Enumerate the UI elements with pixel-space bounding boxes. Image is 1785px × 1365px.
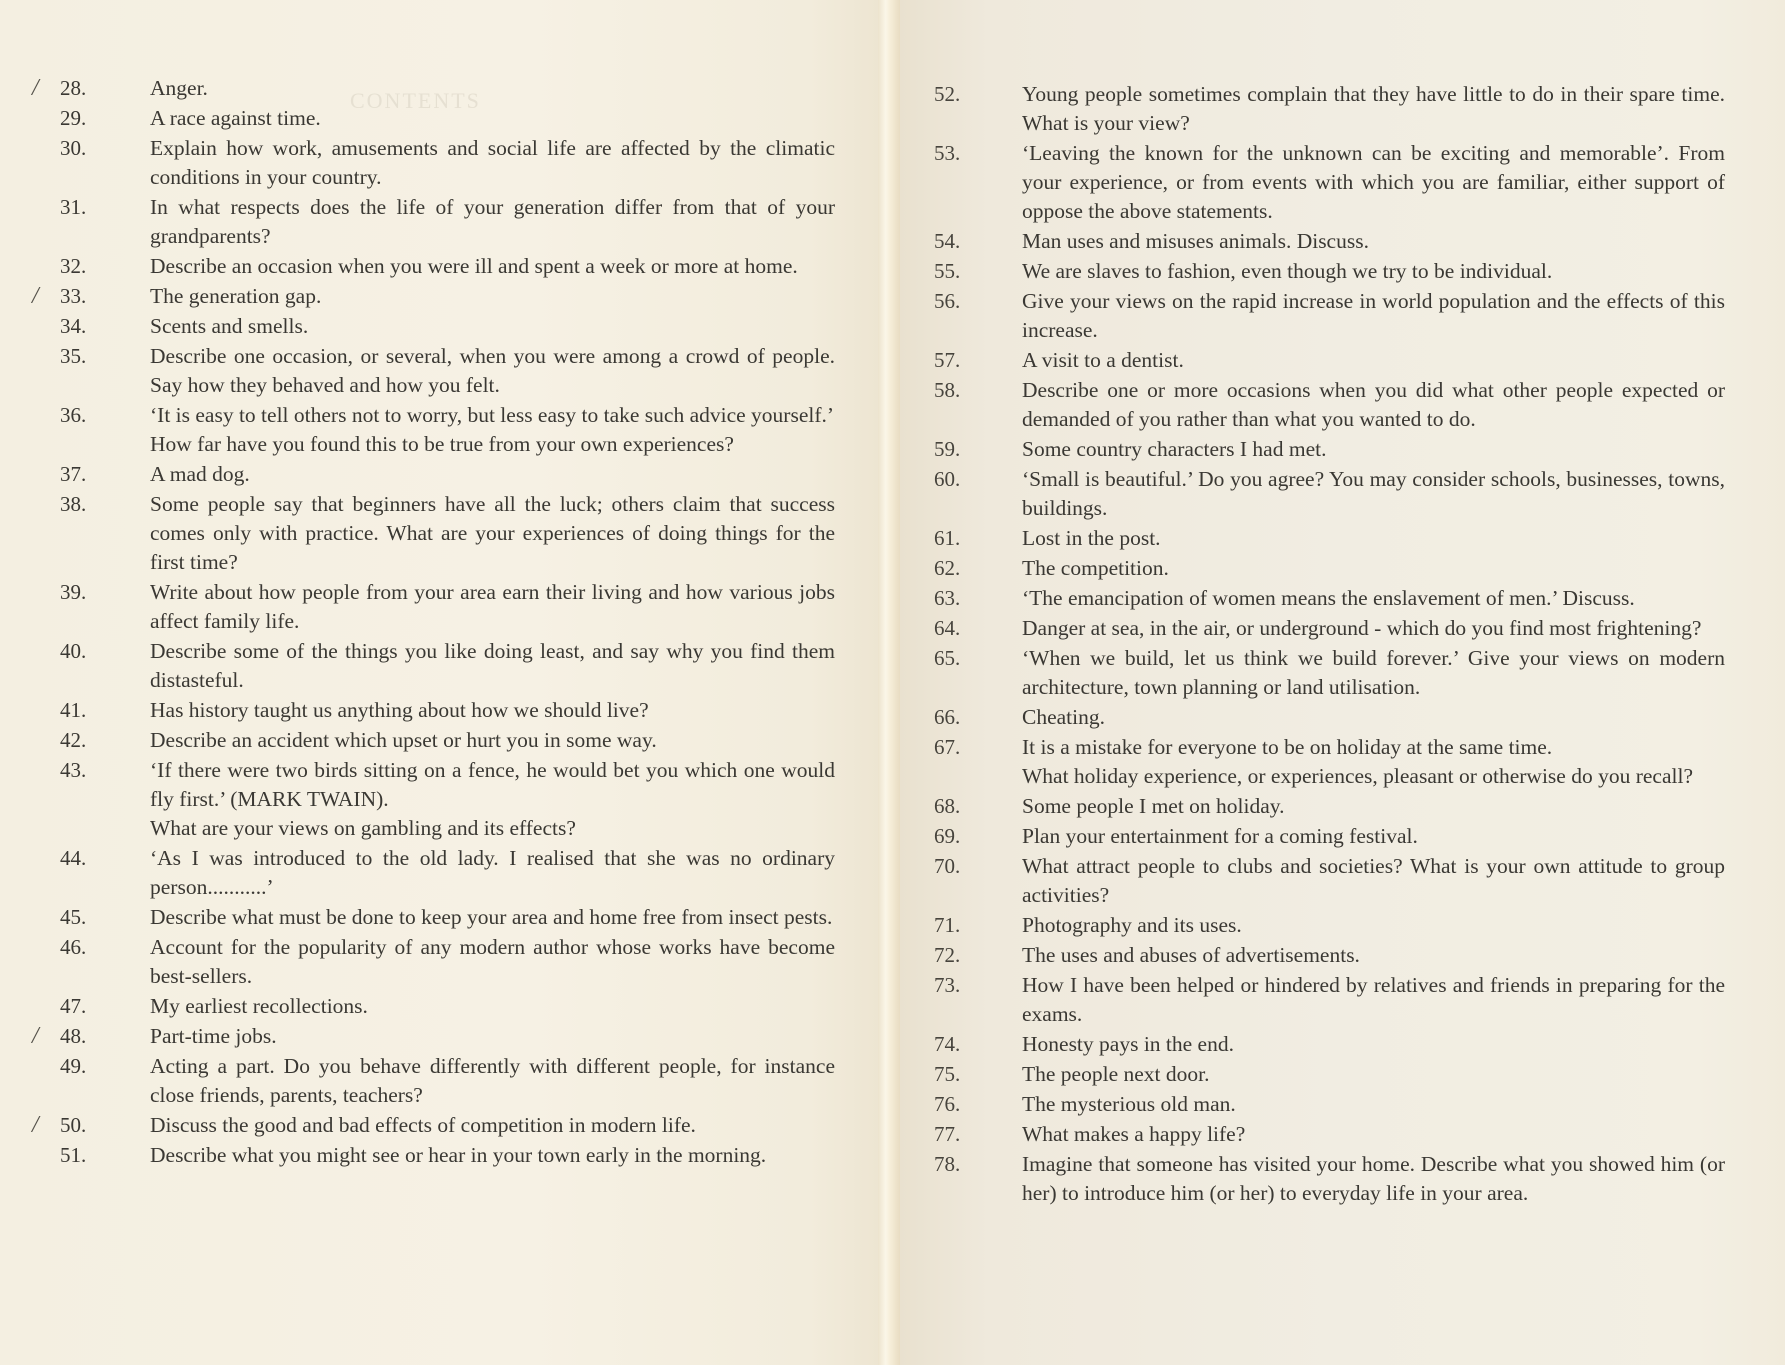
topic-number — [930, 792, 1022, 821]
essay-topic-item — [930, 1030, 1725, 1059]
topic-paragraph: Photography and its uses. — [1022, 913, 1242, 937]
essay-topic-item — [32, 1111, 835, 1140]
essay-topic-item — [40, 992, 835, 1021]
topic-number — [40, 401, 150, 430]
show-through-heading: CONTENTS — [350, 88, 481, 113]
topic-text — [150, 1141, 835, 1170]
pencil-tick-mark-icon: / — [32, 75, 39, 101]
topic-number-label: 64. — [934, 616, 961, 640]
topic-paragraph: ‘It is easy to tell others not to worry, but less easy to take such advice yourself.’ — [150, 403, 835, 427]
topic-text — [1022, 911, 1725, 940]
essay-topic-item — [40, 1141, 835, 1170]
essay-topic-item — [930, 1090, 1725, 1119]
topic-text — [150, 1022, 835, 1051]
essay-topic-item — [40, 903, 835, 932]
topic-paragraph: Some people I met on holiday. — [1022, 794, 1285, 818]
topic-number — [930, 139, 1022, 168]
topic-number — [40, 903, 150, 932]
topic-paragraph: Describe some of the things you like doing least, and say why you find them distasteful. — [150, 639, 835, 692]
topic-text — [1022, 703, 1725, 732]
essay-topic-item — [930, 257, 1725, 286]
topic-number — [930, 524, 1022, 553]
topic-text — [1022, 554, 1725, 583]
essay-topic-item — [40, 696, 835, 725]
topic-text — [1022, 971, 1725, 1029]
topic-text — [1022, 1030, 1725, 1059]
topic-number-label: 61. — [934, 526, 961, 550]
topic-paragraph: A mad dog. — [150, 462, 250, 486]
topic-number-label: 45. — [60, 905, 87, 929]
topic-text — [150, 1111, 835, 1140]
pencil-tick-mark-icon: / — [32, 283, 39, 309]
topic-text — [150, 933, 835, 991]
topic-number — [930, 971, 1022, 1000]
topic-number — [40, 312, 150, 341]
topic-number-label: 76. — [934, 1092, 961, 1116]
topic-text — [1022, 139, 1725, 226]
topic-number — [40, 933, 150, 962]
topic-number — [40, 104, 150, 133]
topic-paragraph: ‘Small is beautiful.’ Do you agree? You may consider schools, businesses, towns, buildings. — [1022, 467, 1725, 520]
topic-number — [40, 252, 150, 281]
topic-number — [32, 1111, 150, 1140]
topic-text — [150, 726, 835, 755]
topic-number — [40, 490, 150, 519]
topic-number — [40, 1052, 150, 1081]
topic-number — [40, 844, 150, 873]
topic-number — [40, 696, 150, 725]
topic-paragraph: Man uses and misuses animals. Discuss. — [1022, 229, 1369, 253]
topic-paragraph: My earliest recollections. — [150, 994, 368, 1018]
topic-text — [150, 134, 835, 192]
topic-text — [150, 312, 835, 341]
topic-number — [930, 554, 1022, 583]
topic-text — [150, 992, 835, 1021]
topic-number — [40, 992, 150, 1021]
essay-topic-item — [32, 282, 835, 311]
topic-number-label: 46. — [60, 935, 87, 959]
topic-paragraph: Plan your entertainment for a coming festival. — [1022, 824, 1418, 848]
topic-paragraph: The competition. — [1022, 556, 1169, 580]
topic-paragraph: What makes a happy life? — [1022, 1122, 1246, 1146]
topic-paragraph: Anger. — [150, 76, 208, 100]
topic-paragraph: The uses and abuses of advertisements. — [1022, 943, 1360, 967]
topic-number — [930, 1150, 1022, 1179]
topic-paragraph: Scents and smells. — [150, 314, 309, 338]
topic-number — [930, 1060, 1022, 1089]
topic-number-label: 40. — [60, 639, 87, 663]
topic-number — [40, 637, 150, 666]
topic-paragraph: Give your views on the rapid increase in world population and the effects of this increase. — [1022, 289, 1725, 342]
topic-number — [40, 1141, 150, 1170]
topic-number — [930, 852, 1022, 881]
topic-number — [930, 80, 1022, 109]
topic-paragraph: Imagine that someone has visited your home. Describe what you showed him (or her) to introduce him (or her) to everyday life in your area. — [1022, 1152, 1725, 1205]
topic-number — [32, 1022, 150, 1051]
topic-number-label: 47. — [60, 994, 87, 1018]
topic-number-label: 78. — [934, 1152, 961, 1176]
topic-paragraph: ‘As I was introduced to the old lady. I realised that she was no ordinary person...........’ — [150, 846, 835, 899]
topic-number — [930, 941, 1022, 970]
topic-number-label: 70. — [934, 854, 961, 878]
topic-text — [150, 193, 835, 251]
topic-number — [930, 584, 1022, 613]
topic-text — [1022, 614, 1725, 643]
topic-paragraph: The people next door. — [1022, 1062, 1210, 1086]
essay-topic-item — [40, 726, 835, 755]
essay-topic-item — [930, 435, 1725, 464]
topic-number-label: 58. — [934, 378, 961, 402]
topic-number-label: 67. — [934, 735, 961, 759]
topic-number — [40, 578, 150, 607]
essay-topic-item — [930, 644, 1725, 702]
topic-text — [150, 401, 835, 459]
topic-number-label: 39. — [60, 580, 87, 604]
topic-paragraph: Cheating. — [1022, 705, 1105, 729]
topic-text — [1022, 644, 1725, 702]
topic-number-label: 41. — [60, 698, 87, 722]
topic-number-label: 48. — [60, 1024, 87, 1048]
topic-paragraph: A race against time. — [150, 106, 321, 130]
topic-paragraph: Has history taught us anything about how we should live? — [150, 698, 649, 722]
topic-paragraph: Acting a part. Do you behave differently with different people, for instance close friends, parents, teachers? — [150, 1054, 835, 1107]
topic-number-label: 73. — [934, 973, 961, 997]
essay-topic-item — [40, 342, 835, 400]
topic-number-label: 38. — [60, 492, 87, 516]
essay-topic-item — [40, 756, 835, 843]
topic-number — [930, 465, 1022, 494]
topic-paragraph: Describe what must be done to keep your area and home free from insect pests. — [150, 905, 833, 929]
topic-text — [150, 1052, 835, 1110]
topic-number — [40, 134, 150, 163]
topic-text — [150, 460, 835, 489]
topic-number-label: 72. — [934, 943, 961, 967]
topic-paragraph: Lost in the post. — [1022, 526, 1161, 550]
topic-text — [1022, 465, 1725, 523]
topic-text — [1022, 376, 1725, 434]
essay-topic-item — [40, 312, 835, 341]
topic-number-label: 31. — [60, 195, 87, 219]
topic-paragraph: ‘If there were two birds sitting on a fence, he would bet you which one would fly first.’ (MARK TWAIN). — [150, 758, 835, 811]
topic-text — [150, 578, 835, 636]
topic-paragraph: Describe an occasion when you were ill and spent a week or more at home. — [150, 254, 798, 278]
topic-number-label: 51. — [60, 1143, 87, 1167]
topic-paragraph: It is a mistake for everyone to be on holiday at the same time. — [1022, 735, 1553, 759]
essay-topic-item — [40, 104, 835, 133]
topic-number-label: 35. — [60, 344, 87, 368]
essay-topic-item — [930, 822, 1725, 851]
topic-number-label: 68. — [934, 794, 961, 818]
topic-number — [930, 257, 1022, 286]
essay-topic-item — [40, 252, 835, 281]
essay-topic-item — [930, 80, 1725, 138]
topic-number-label: 29. — [60, 106, 87, 130]
topic-number — [930, 287, 1022, 316]
topic-paragraph: ‘Leaving the known for the unknown can be exciting and memorable’. From your experience, or from events with which you are familiar, either support of oppose the above statements. — [1022, 141, 1725, 223]
topic-number — [930, 346, 1022, 375]
essay-topic-item — [930, 346, 1725, 375]
essay-topic-item — [40, 193, 835, 251]
topic-text — [1022, 1090, 1725, 1119]
topic-number-label: 63. — [934, 586, 961, 610]
topic-text — [1022, 287, 1725, 345]
topic-number — [930, 614, 1022, 643]
topic-number-label: 55. — [934, 259, 961, 283]
essay-topic-list-right — [930, 80, 1725, 1209]
essay-topic-item — [40, 933, 835, 991]
essay-topic-item — [930, 614, 1725, 643]
topic-text — [1022, 80, 1725, 138]
topic-text — [1022, 822, 1725, 851]
topic-text — [150, 490, 835, 577]
book-gutter — [878, 0, 900, 1365]
topic-number — [930, 733, 1022, 762]
topic-number — [40, 342, 150, 371]
essay-topic-item — [930, 1120, 1725, 1149]
topic-number-label: 54. — [934, 229, 961, 253]
essay-topic-item — [930, 465, 1725, 523]
topic-number — [32, 74, 150, 103]
topic-text — [1022, 733, 1725, 791]
topic-text — [1022, 257, 1725, 286]
topic-number-label: 44. — [60, 846, 87, 870]
topic-paragraph: What are your views on gambling and its effects? — [150, 816, 576, 840]
topic-paragraph: We are slaves to fashion, even though we try to be individual. — [1022, 259, 1553, 283]
topic-paragraph: Explain how work, amusements and social life are affected by the climatic conditions in your country. — [150, 136, 835, 189]
essay-topic-list-left — [32, 74, 835, 1171]
topic-number-label: 75. — [934, 1062, 961, 1086]
topic-text — [1022, 524, 1725, 553]
topic-paragraph: ‘The emancipation of women means the enslavement of men.’ Discuss. — [1022, 586, 1635, 610]
essay-topic-item — [40, 1052, 835, 1110]
topic-text — [150, 252, 835, 281]
essay-topic-item — [930, 584, 1725, 613]
topic-text — [150, 696, 835, 725]
topic-paragraph: Some people say that beginners have all the luck; others claim that success comes only with practice. What are your experiences of doing things for the first time? — [150, 492, 835, 574]
topic-number-label: 62. — [934, 556, 961, 580]
topic-paragraph: Describe one or more occasions when you did what other people expected or demanded of you rather than what you wanted to do. — [1022, 378, 1725, 431]
topic-paragraph: Write about how people from your area earn their living and how various jobs affect family life. — [150, 580, 835, 633]
topic-paragraph: Describe what you might see or hear in your town early in the morning. — [150, 1143, 767, 1167]
essay-topic-item — [930, 792, 1725, 821]
topic-text — [1022, 1060, 1725, 1089]
topic-number — [930, 376, 1022, 405]
topic-number — [930, 1120, 1022, 1149]
topic-text — [1022, 792, 1725, 821]
topic-text — [150, 637, 835, 695]
topic-number-label: 53. — [934, 141, 961, 165]
pencil-tick-mark-icon: / — [32, 1112, 39, 1138]
topic-number-label: 60. — [934, 467, 961, 491]
topic-number-label: 28. — [60, 76, 87, 100]
topic-number-label: 77. — [934, 1122, 961, 1146]
topic-paragraph: Some country characters I had met. — [1022, 437, 1327, 461]
topic-paragraph: What attract people to clubs and societies? What is your own attitude to group activities? — [1022, 854, 1725, 907]
topic-number-label: 50. — [60, 1113, 87, 1137]
topic-paragraph: What holiday experience, or experiences, pleasant or otherwise do you recall? — [1022, 764, 1693, 788]
essay-topic-item — [930, 524, 1725, 553]
topic-paragraph: Account for the popularity of any modern author whose works have become best-sellers. — [150, 935, 835, 988]
topic-number-label: 49. — [60, 1054, 87, 1078]
topic-number-label: 36. — [60, 403, 87, 427]
essay-topic-item — [930, 703, 1725, 732]
topic-number-label: 33. — [60, 284, 87, 308]
topic-text — [1022, 1120, 1725, 1149]
essay-topic-item — [930, 376, 1725, 434]
topic-number — [40, 460, 150, 489]
topic-number-label: 42. — [60, 728, 87, 752]
right-page — [900, 0, 1785, 1365]
essay-topic-item — [930, 733, 1725, 791]
topic-number — [930, 227, 1022, 256]
topic-text — [150, 756, 835, 843]
topic-number-label: 30. — [60, 136, 87, 160]
topic-number — [930, 644, 1022, 673]
topic-number — [40, 726, 150, 755]
essay-topic-item — [40, 401, 835, 459]
topic-number-label: 66. — [934, 705, 961, 729]
topic-paragraph: How far have you found this to be true from your own experiences? — [150, 432, 734, 456]
topic-paragraph: Describe one occasion, or several, when you were among a crowd of people. Say how they behaved and how you felt. — [150, 344, 835, 397]
essay-topic-item — [930, 1150, 1725, 1208]
essay-topic-item — [40, 460, 835, 489]
topic-paragraph: Discuss the good and bad effects of competition in modern life. — [150, 1113, 696, 1137]
essay-topic-item — [32, 74, 835, 103]
topic-text — [1022, 584, 1725, 613]
topic-number-label: 65. — [934, 646, 961, 670]
topic-number-label: 56. — [934, 289, 961, 313]
topic-paragraph: Describe an accident which upset or hurt you in some way. — [150, 728, 657, 752]
topic-paragraph: Young people sometimes complain that they have little to do in their spare time. What is your view? — [1022, 82, 1725, 135]
topic-text — [150, 903, 835, 932]
topic-paragraph: In what respects does the life of your generation differ from that of your grandparents? — [150, 195, 835, 248]
topic-number-label: 37. — [60, 462, 87, 486]
topic-text — [1022, 1150, 1725, 1208]
topic-text — [1022, 941, 1725, 970]
essay-topic-item — [40, 637, 835, 695]
essay-topic-item — [930, 554, 1725, 583]
topic-text — [150, 844, 835, 902]
topic-number — [40, 756, 150, 785]
essay-topic-item — [40, 844, 835, 902]
topic-text — [150, 74, 835, 103]
topic-number-label: 69. — [934, 824, 961, 848]
topic-text — [1022, 435, 1725, 464]
topic-paragraph: Part-time jobs. — [150, 1024, 277, 1048]
topic-number — [930, 911, 1022, 940]
topic-paragraph: The generation gap. — [150, 284, 322, 308]
topic-paragraph: A visit to a dentist. — [1022, 348, 1184, 372]
topic-number-label: 32. — [60, 254, 87, 278]
left-page — [0, 0, 878, 1365]
essay-topic-item — [40, 134, 835, 192]
topic-number-label: 52. — [934, 82, 961, 106]
topic-number — [930, 1030, 1022, 1059]
topic-text — [1022, 852, 1725, 910]
topic-number — [930, 1090, 1022, 1119]
essay-topic-item — [32, 1022, 835, 1051]
topic-number-label: 59. — [934, 437, 961, 461]
topic-number — [930, 703, 1022, 732]
essay-topic-item — [930, 971, 1725, 1029]
topic-text — [1022, 346, 1725, 375]
topic-text — [150, 342, 835, 400]
topic-text — [1022, 227, 1725, 256]
topic-number-label: 71. — [934, 913, 961, 937]
topic-paragraph: The mysterious old man. — [1022, 1092, 1236, 1116]
topic-paragraph: Danger at sea, in the air, or underground - which do you find most frightening? — [1022, 616, 1702, 640]
essay-topic-item — [930, 287, 1725, 345]
pencil-tick-mark-icon: / — [32, 1023, 39, 1049]
topic-text — [150, 104, 835, 133]
essay-topic-item — [930, 852, 1725, 910]
essay-topic-item — [930, 941, 1725, 970]
essay-topic-item — [930, 139, 1725, 226]
topic-number — [930, 435, 1022, 464]
topic-number-label: 74. — [934, 1032, 961, 1056]
topic-number — [40, 193, 150, 222]
essay-topic-item — [930, 227, 1725, 256]
topic-number-label: 43. — [60, 758, 87, 782]
topic-number — [32, 282, 150, 311]
topic-number — [930, 822, 1022, 851]
topic-number-label: 34. — [60, 314, 87, 338]
topic-number-label: 57. — [934, 348, 961, 372]
topic-text — [150, 282, 835, 311]
essay-topic-item — [40, 578, 835, 636]
topic-paragraph: ‘When we build, let us think we build forever.’ Give your views on modern architecture, town planning or land utilisation. — [1022, 646, 1725, 699]
topic-paragraph: Honesty pays in the end. — [1022, 1032, 1234, 1056]
essay-topic-item — [40, 490, 835, 577]
essay-topic-item — [930, 911, 1725, 940]
topic-paragraph: How I have been helped or hindered by relatives and friends in preparing for the exams. — [1022, 973, 1725, 1026]
essay-topic-item — [930, 1060, 1725, 1089]
